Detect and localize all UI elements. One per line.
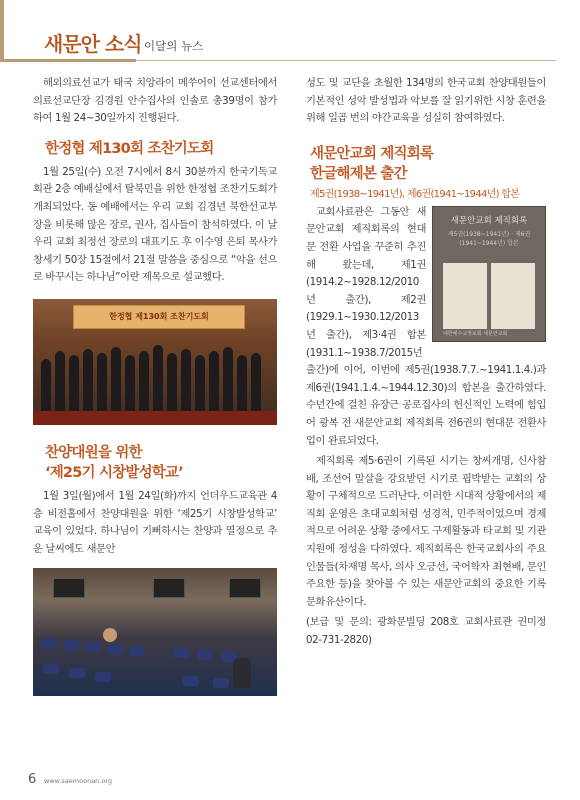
book-cover-image (432, 206, 546, 342)
page-header (0, 0, 580, 62)
seat (107, 644, 123, 654)
section-title: 새문안 소식 (44, 32, 142, 56)
seat (173, 648, 189, 658)
seat (129, 646, 145, 656)
article-body-prayer-meeting: 1월 25일(수) 오전 7시에서 8시 30분까지 한국기독교회관 2층 예배실에서 탈북민을 위한 한정협 조찬기도회가 개최되었다. 동 예배에서는 우리 교회 김경년 북한선교부장을 비롯해 많은 장로, 권사, 집사들이 참석하였다. 이 날 우리 교회 최정선 장로의 대표기도 후 이수영 은퇴 목사가 창세기 50장 15절에서 21절 말씀을 중심으로 “악을 선으로 바꾸시는 하나님”이란 제목으로 설교했다. (33, 165, 277, 284)
seat (69, 668, 85, 678)
person-head (103, 628, 117, 642)
records-article-body (306, 204, 546, 650)
left-column (33, 75, 277, 696)
seat (43, 664, 59, 674)
photo-banner-text: 한정협 제130회 조찬기도회 (109, 311, 209, 321)
records-paragraph-2: 제직회록 제5·6권이 기록된 시기는 창씨개명, 신사참배, 조선어 말살을 강요받던 시기로 핍박받는 교회의 상황이 구체적으로 드러난다. 이러한 시대적 상황에서의 제직회 운영은 초대교회처럼 성경적, 민주적이었으며 경제적으로 어려운 상황 중에서도 구제활동과 타교회 및 기관 지원에 정성을 다하였다. 제직회록은 한국교회사의 주요 인물들(차재명 목사, 의사 오긍선, 국어학자 최현배, 문인 주요한 등)을 찾아볼 수 있는 새문안교회의 중요한 기록문화유산이다. (306, 455, 546, 608)
article-heading-prayer-meeting: 한정협 제130회 조찬기도회 (45, 140, 214, 157)
monitor-screen (229, 578, 261, 598)
header-accent-bar (0, 0, 4, 60)
heading-line: 한글해제본 출간 (310, 165, 407, 182)
seat (41, 638, 57, 648)
photo-banner (73, 305, 245, 329)
seat (85, 642, 101, 652)
records-paragraph-1: 교회사료관은 그동안 새문안교회 제직회록의 현대문 전환 사업을 꾸준히 추진해 왔는데, 제1권(1914.2~1928.12/2010년 출간), 제2권(1929.1~1930.12/2013년 출간), 제3·4권 합본(1931.1~1938.7/2015년 출간)에 이어, 이번에 제5권(1938.7.7.~1941.1.4.)과 제6권(1941.1.4.~1944.12.30)의 합본을 출간하였다. 수년간에 걸친 유장근 공로집사의 헌신적인 노력에 힘입어 광복 전 새문안교회 제직회록 전6권의 현대문 전환사업이 완료되었다. (306, 205, 546, 447)
seat (213, 678, 229, 688)
seat (63, 640, 79, 650)
book-cover-footer: 대한예수교장로회 새문안교회 (443, 330, 508, 337)
photo-choir-school-class (33, 568, 277, 696)
article-heading-choir-school (45, 443, 277, 483)
right-column (306, 75, 546, 650)
monitor-screen (153, 578, 185, 598)
header-rule-thin (136, 60, 556, 61)
heading-line: ‘제25기 시창발성학교’ (45, 464, 183, 481)
heading-line: 찬양대원을 위한 (45, 444, 142, 461)
article-heading-records (310, 144, 546, 184)
heading-line: 새문안교회 제직회록 (310, 145, 434, 162)
book-page-left (443, 263, 487, 329)
monitor-screen (53, 578, 85, 598)
choir-article-continuation: 성도 및 교단을 초월한 134명의 한국교회 찬양대원들이 기본적인 성악 발성법과 악보를 잘 읽기위한 시창 훈련을 위해 일곱 번의 야간교육을 성실히 참여하였다. (306, 77, 546, 125)
book-cover-title: 새문안교회 제직회록 (450, 215, 528, 226)
seat (95, 672, 111, 682)
footer-url: www.saemoonan.org (44, 777, 113, 785)
section-subtitle: 이달의 뉴스 (144, 39, 204, 53)
page-number: 6 (28, 772, 37, 787)
red-carpet (33, 411, 277, 425)
person-silhouette (233, 658, 251, 688)
article-body-choir-school: 1월 3일(월)에서 1월 24일(화)까지 언더우드교육관 4층 비전홀에서 찬양대원을 위한 ‘제25기 시창발성학교’ 교육이 있었다. 하나님이 기뻐하시는 찬양과 열정으로 추운 날씨에도 새문안 (33, 489, 277, 555)
photo-prayer-meeting-group (33, 299, 277, 425)
book-page-right (491, 263, 535, 329)
article-subheading-records: 제5권(1938~1941년), 제6권(1941~1944년) 합본 (310, 188, 520, 200)
header-rule-thick (0, 59, 136, 62)
intro-paragraph: 해외의료선교가 태국 치앙라이 메쑤어이 선교센터에서 의료선교단장 김경원 안수집사의 인솔로 총39명이 참가하여 1월 24~30일까지 진행된다. (33, 77, 277, 125)
seat (183, 676, 199, 686)
book-cover-subtitle: 제5권(1938~1941년) · 제6권(1941~1944년) 합본 (447, 230, 531, 247)
records-contact: (보급 및 문의: 광화문빌딩 208호 교회사료관 권미정 02-731-2820) (306, 616, 546, 647)
seat (197, 650, 213, 660)
